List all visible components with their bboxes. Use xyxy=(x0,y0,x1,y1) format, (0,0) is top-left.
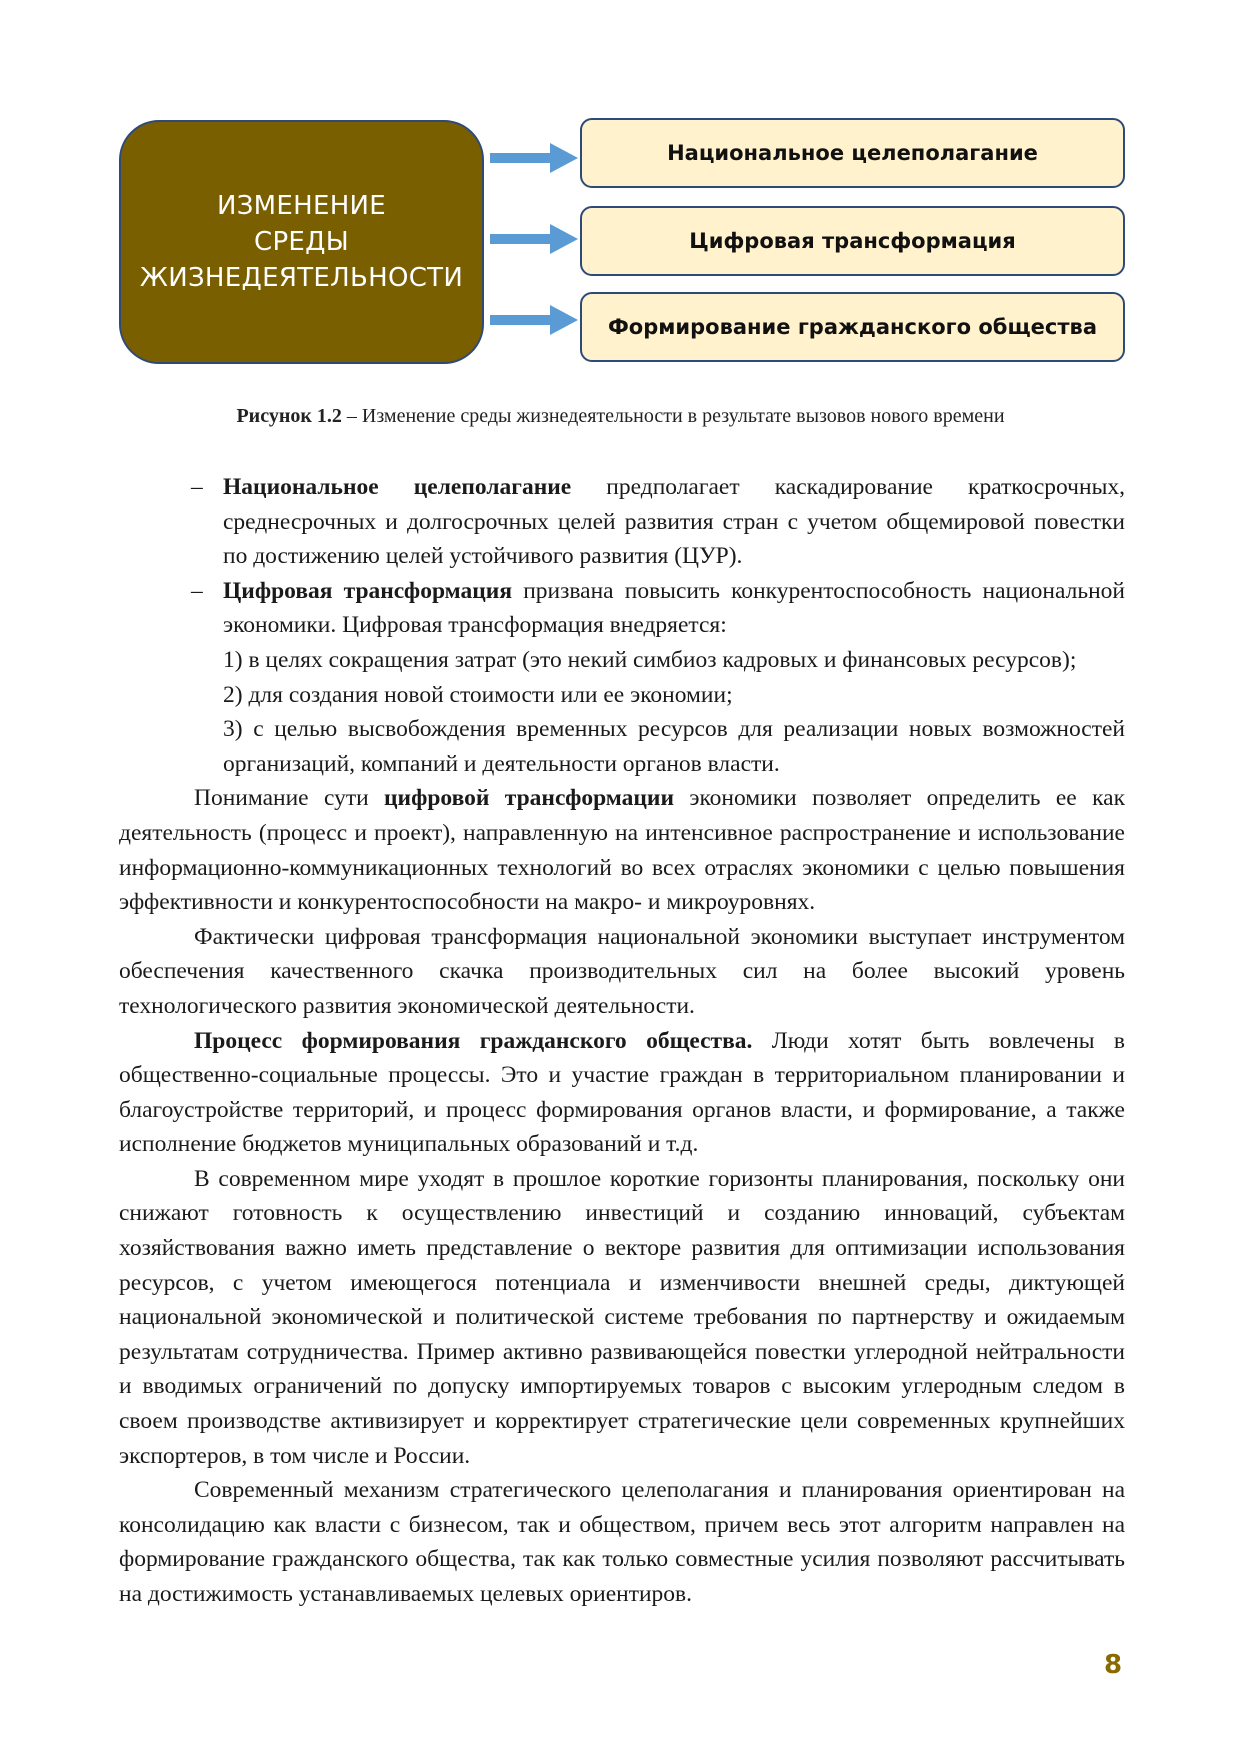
body-text xyxy=(119,470,1125,1612)
main-box: ИЗМЕНЕНИЕ СРЕДЫ ЖИЗНЕДЕЯТЕЛЬНОСТИ xyxy=(119,120,484,364)
caption-text: – Изменение среды жизнедеятельности в результате вызовов нового времени xyxy=(341,405,1005,427)
paragraph xyxy=(119,781,1125,919)
sub-item: 1) в целях сокращения затрат (это некий симбиоз кадровых и финансовых ресурсов); xyxy=(223,646,1077,673)
list-item-text: предполагает каскадирование краткосрочных, среднесрочных и долгосрочных целей развития стран с учетом общемировой повестки по достижению целей устойчивого развития (ЦУР). xyxy=(223,474,1125,570)
list-item: – Национальное целеполагание предполагает каскадирование краткосрочных, среднесрочных и долгосрочных целей развития стран с учетом общемировой повестки по достижению целей устойчивого развития (ЦУР). xyxy=(191,474,1125,570)
list-item: – Цифровая трансформация призвана повысить конкурентоспособность национальной экономики. Цифровая трансформация внедряется: xyxy=(191,577,1125,639)
sub-item: 2) для создания новой стоимости или ее экономии; xyxy=(223,681,733,708)
paragraph: В современном мире уходят в прошлое короткие горизонты планирования, поскольку они снижают готовность к осуществлению инвестиций и созданию инноваций, субъектам хозяйствования важно иметь представление о векторе развития для оптимизации использования ресурсов, с учетом имеющегося потенциала и изменчивости внешней среды, диктующей национальной экономической и политической системе требования по партнерству и ожидаемым результатам сотрудничества. Пример активно развивающейся повестки углеродной нейтральности и вводимых ограничений по допуску импортируемых товаров с высоким углеродным следом в своем производстве активизирует и корректирует стратегические цели современных крупнейших экспортеров, в том числе и России. xyxy=(119,1165,1125,1469)
arrow-right-icon xyxy=(490,224,578,254)
list-item-text: призвана повысить конкурентоспособность национальной экономики. Цифровая трансформация внедряется: xyxy=(223,577,1125,639)
paragraph-term: цифровой трансформации xyxy=(384,785,675,812)
paragraph xyxy=(119,1024,1125,1162)
paragraph-text: Люди хотят быть вовлечены в общественно-социальные процессы. Это и участие граждан в территориальном планировании и благоустройстве территорий, и процесс формирования органов власти, и формирование, а также исполнение бюджетов муниципальных образований и т.д. xyxy=(119,1027,1126,1158)
arrow-right-icon xyxy=(490,143,578,173)
figure-caption xyxy=(0,405,1241,428)
paragraph-text: экономики позволяет определить ее как деятельность (процесс и проект), направленную на интенсивное распространение и использование информационно-коммуникационных технологий во всех отраслях экономики с целью повышения эффективности и конкурентоспособности на макро- и микроуровнях. xyxy=(119,785,1125,916)
sub-item: 3) с целью высвобождения временных ресурсов для реализации новых возможностей организаций, компаний и деятельности органов власти. xyxy=(223,716,1125,777)
box-digital-transformation: Цифровая трансформация xyxy=(580,206,1125,276)
paragraph: Современный механизм стратегического целеполагания и планирования ориентирован на консолидацию как власти с бизнесом, так и обществом, причем весь этот алгоритм направлен на формирование гражданского общества, так как только совместные усилия позволяют рассчитывать на достижимость устанавливаемых целевых ориентиров. xyxy=(119,1477,1125,1607)
list-item-term: Цифровая трансформация xyxy=(223,577,513,604)
list-item-term: Национальное целеполагание xyxy=(223,474,572,500)
arrow-right-icon xyxy=(490,305,578,335)
page-number: 8 xyxy=(1104,1650,1123,1680)
box-national-goal-setting: Национальное целеполагание xyxy=(580,118,1125,188)
figure-diagram xyxy=(0,0,1241,380)
paragraph-text: Понимание сути xyxy=(194,785,385,812)
paragraph: Фактически цифровая трансформация национальной экономики выступает инструментом обеспечения качественного скачка производительных сил на более высокий уровень технологического развития экономической деятельности. xyxy=(119,923,1125,1019)
box-civil-society: Формирование гражданского общества xyxy=(580,292,1125,362)
paragraph-term: Процесс формирования гражданского общества. xyxy=(194,1027,753,1054)
caption-label: Рисунок 1.2 xyxy=(236,405,342,427)
